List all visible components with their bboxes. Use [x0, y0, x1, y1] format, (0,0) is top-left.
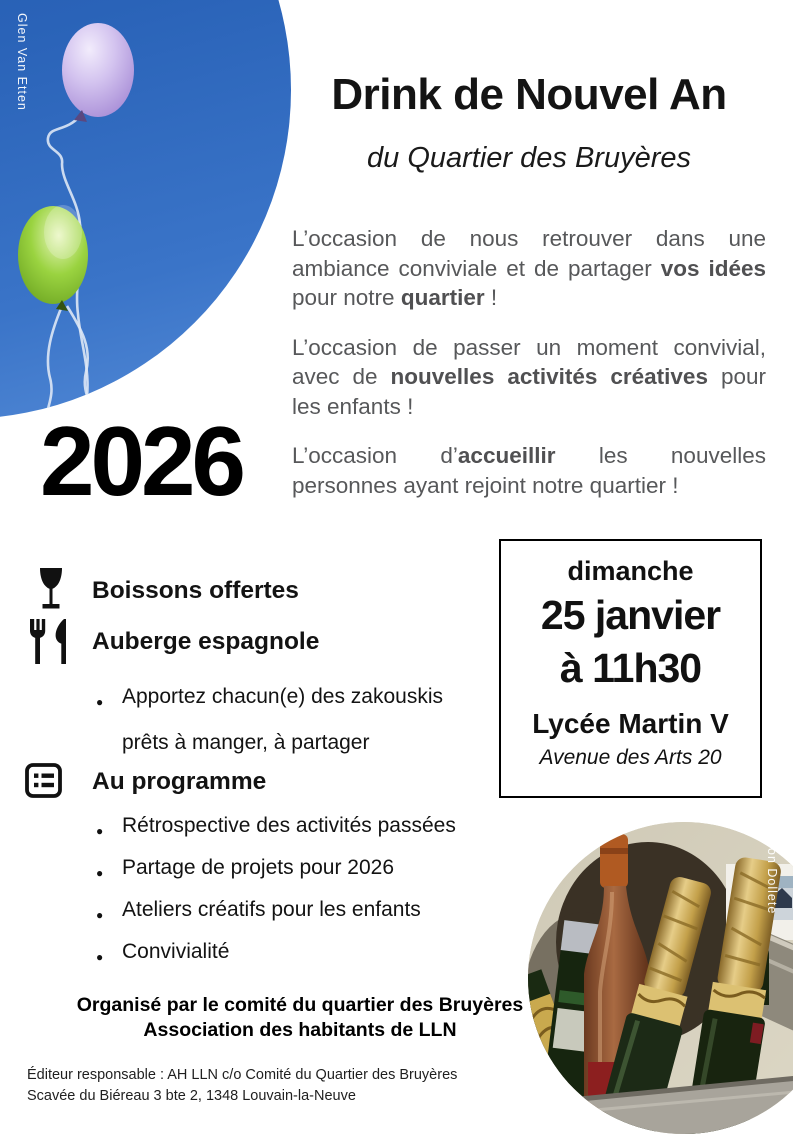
balloons-illustration	[0, 0, 291, 419]
text-segment-bold: vos idées	[660, 255, 766, 281]
intro-paragraphs	[292, 224, 766, 520]
event-venue: Lycée Martin V	[532, 708, 729, 739]
organizer-block	[0, 993, 600, 1042]
champagne-photo	[528, 822, 793, 1134]
balloon-string	[67, 306, 94, 419]
section-label-program: Au programme	[92, 768, 267, 795]
intro-paragraph	[292, 333, 766, 422]
text-segment-bold: accueillir	[457, 443, 556, 468]
event-date: 25 janvier	[540, 592, 721, 638]
organizer-line-1: Organisé par le comité du quartier des Bruyères	[76, 994, 524, 1016]
intro-paragraph	[292, 441, 766, 500]
section-label-drinks: Boissons offertes	[92, 577, 299, 604]
event-day: dimanche	[567, 556, 694, 586]
list-item: ● Partage de projets pour 2026	[96, 856, 516, 880]
list-icon	[25, 763, 62, 798]
intro-paragraph	[292, 224, 766, 313]
wine-glass-icon	[38, 568, 64, 610]
food-bullet-list	[96, 674, 486, 766]
photo-credit-champagne: Ron Dollete	[765, 838, 779, 915]
program-bullet-list	[96, 814, 516, 982]
list-item: ● Rétrospective des activités passées	[96, 814, 516, 838]
event-box	[499, 539, 762, 798]
champagne-illustration	[528, 822, 793, 1134]
event-time: à 11h30	[559, 645, 702, 691]
legal-block	[27, 1065, 457, 1106]
balloon-string	[46, 306, 62, 419]
legal-line-1: Éditeur responsable : AH LLN c/o Comité du Quartier des Bruyères	[27, 1067, 458, 1083]
year-label: 2026	[39, 406, 242, 516]
purple-balloon	[62, 23, 134, 122]
page-title: Drink de Nouvel An	[331, 70, 727, 119]
list-item: ● Ateliers créatifs pour les enfants	[96, 898, 516, 922]
event-address: Avenue des Arts 20	[539, 746, 722, 769]
list-item: ● Apportez chacun(e) des zakouskis prêts à manger, à partager	[96, 674, 486, 766]
text-segment: pour les enfants !	[292, 364, 766, 419]
text-segment: L’occasion de nous retrouver dans une ambiance conviviale et de partager	[292, 226, 766, 281]
page-subtitle: du Quartier des Bruyères	[367, 142, 691, 174]
text-segment: !	[484, 285, 498, 310]
text-segment: pour notre	[292, 285, 401, 310]
text-segment: L’occasion d’	[292, 443, 458, 468]
section-label-food: Auberge espagnole	[92, 628, 320, 655]
photo-credit-balloons: Glen Van Etten	[15, 13, 29, 111]
list-item: ● Convivialité	[96, 940, 516, 964]
text-segment-bold: nouvelles activités créatives	[390, 364, 708, 389]
balloons-photo	[0, 0, 291, 419]
utensils-icon	[26, 618, 72, 665]
legal-line-2: Scavée du Biéreau 3 bte 2, 1348 Louvain-la-Neuve	[27, 1087, 356, 1104]
text-segment: les nouvelles personnes ayant rejoint notre quartier !	[292, 443, 766, 498]
organizer-line-2: Association des habitants de LLN	[143, 1018, 457, 1041]
text-segment-bold: quartier	[400, 285, 485, 310]
text-segment: L’occasion de passer un moment convivial, avec de	[292, 334, 766, 389]
